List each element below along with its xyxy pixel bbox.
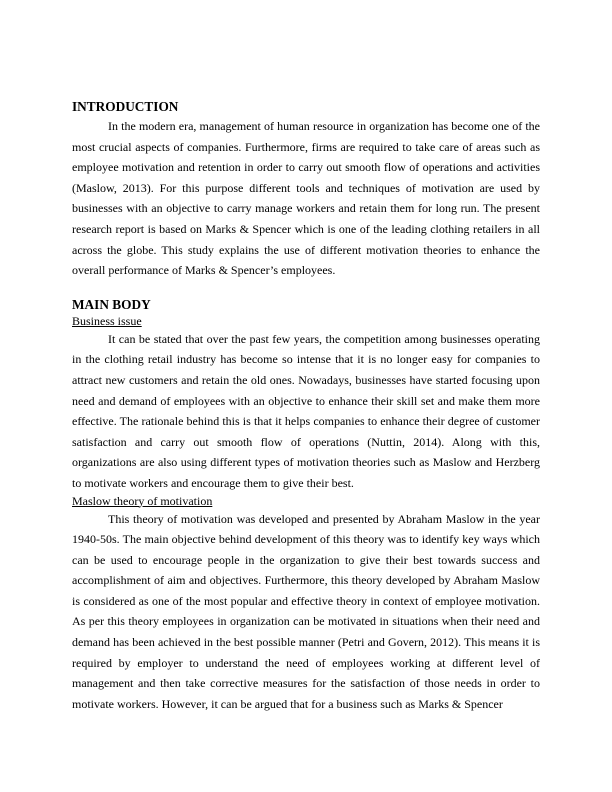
document-page (72, 98, 540, 714)
main-body-heading: MAIN BODY (72, 296, 151, 312)
business-issue-paragraph: It can be stated that over the past few years, the competition among businesses operating in the clothing retail industry has become so intense that it is no longer easy for companies to attract new customers and retain the old ones. Nowadays, businesses have started focusing upon need and demand of employees with an objective to enhance their skill set and make them more effective. The rationale behind this is that it helps companies to enhance their degree of customer satisfaction and carry out smooth flow of operations (Nuttin, 2014). Along with this, organizations are also using different types of motivation theories such as Maslow and Herzberg to motivate workers and encourage them to give their best. (72, 331, 540, 490)
maslow-theory-paragraph: This theory of motivation was developed and presented by Abraham Maslow in the year 1940-50s. The main objective behind development of this theory was to identify key ways which can be used to encourage people in the organization to give their best towards success and accomplishment of aim and objectives. Furthermore, this theory developed by Abraham Maslow is considered as one of the most popular and effective theory in context of employee motivation. As per this theory employees in organization can be motivated in situations when their need and demand has been achieved in the best possible manner (Petri and Govern, 2012). This means it is required by employer to understand the need of employees working at different level of management and then take corrective measures for the satisfaction of those needs in order to motivate workers. However, it can be argued that for a business such as Marks & Spencer (72, 511, 540, 711)
business-issue-subheading: Business issue (72, 313, 142, 328)
introduction-heading: INTRODUCTION (72, 99, 179, 114)
maslow-theory-subheading: Maslow theory of motivation (72, 493, 213, 508)
introduction-paragraph: In the modern era, management of human resource in organization has become one of the most crucial aspects of companies. Furthermore, firms are required to take care of areas such as employee motivation and retention in order to carry out smooth flow of operations and activities (Maslow, 2013). For this purpose different tools and techniques of motivation are used by businesses with an objective to carry manage workers and retain them for long run. The present research report is based on Marks & Spencer which is one of the leading clothing retailers in all across the globe. This study explains the use of different motivation theories to enhance the overall performance of Marks & Spencer’s employees. (72, 119, 540, 278)
